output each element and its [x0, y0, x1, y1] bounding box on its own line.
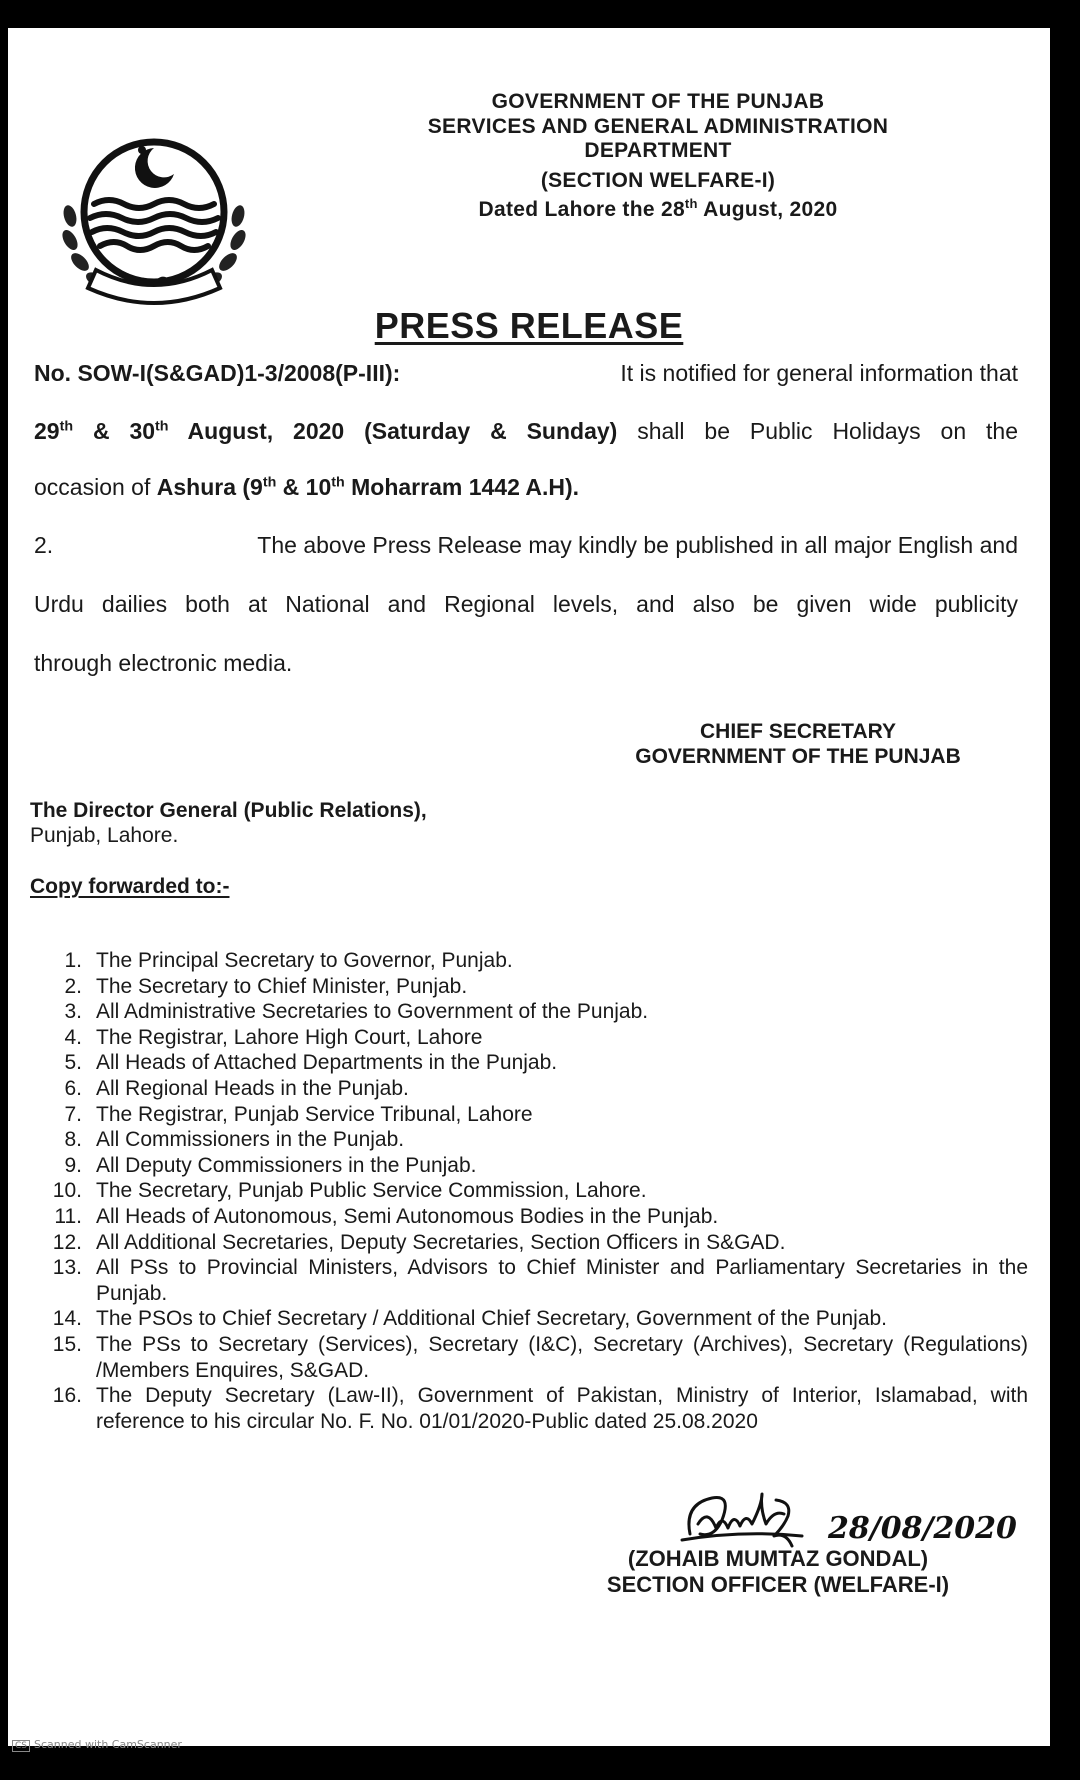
para2-line3: through electronic media.	[34, 650, 293, 676]
list-item: 2. The Secretary to Chief Minister, Punjab.	[64, 974, 468, 998]
list-item: 10. The Secretary, Punjab Public Service Commission, Lahore.	[52, 1179, 647, 1203]
header-date: Dated Lahore the 28th August, 2020	[478, 196, 838, 221]
para1-line1: No. SOW-I(S&GAD)1-3/2008(P-III): It is notified for general information that	[34, 360, 1018, 386]
page-title: PRESS RELEASE	[374, 305, 684, 346]
para2-line1: 2. The above Press Release may kindly be published in all major English and	[34, 532, 1018, 558]
list-item: 1. The Principal Secretary to Governor, Punjab.	[64, 949, 513, 972]
para1-line2: 29th & 30th August, 2020 (Saturday & Sunday) shall be Public Holidays on the	[34, 418, 1018, 444]
para1-line3: occasion of Ashura (9th & 10th Moharram 1442 A.H).	[34, 474, 580, 500]
list-item: 9. All Deputy Commissioners in the Punjab.	[64, 1153, 477, 1177]
list-item: 14. The PSOs to Chief Secretary / Additional Chief Secretary, Government of the Punjab.	[52, 1307, 888, 1331]
header-government: GOVERNMENT OF THE PUNJAB	[491, 90, 825, 113]
header-department: DEPARTMENT	[584, 139, 732, 162]
officer-name: (ZOHAIB MUMTAZ GONDAL)	[627, 1546, 929, 1571]
list-item: 13. All PSs to Provincial Ministers, Advisors to Chief Minister and Parliamentary Secretaries in the Punjab.	[52, 1256, 1028, 1305]
list-item: 15. The PSs to Secretary (Services), Secretary (I&C), Secretary (Archives), Secretary (Regulations) /Members Enquires, S&GAD.	[52, 1332, 1028, 1382]
chief-secretary-govt: GOVERNMENT OF THE PUNJAB	[635, 745, 961, 768]
list-item: 3. All Administrative Secretaries to Government of the Punjab.	[64, 1000, 649, 1024]
camscanner-icon: CS	[12, 1740, 30, 1752]
list-item: 16. The Deputy Secretary (Law-II), Government of Pakistan, Ministry of Interior, Islamabad, with reference to his circular No. F. No. 01/01/2020-Public dated 25.08.2020	[52, 1384, 1028, 1433]
copy-forwarded-heading: Copy forwarded to:-	[30, 875, 230, 898]
copy-list	[38, 948, 1028, 1434]
signature-date: 28/08/2020	[828, 1511, 1017, 1546]
header-section: (SECTION WELFARE-I)	[540, 169, 776, 192]
officer-designation: SECTION OFFICER (WELFARE-I)	[606, 1572, 950, 1597]
list-item: 7. The Registrar, Punjab Service Tribunal, Lahore	[64, 1102, 533, 1126]
list-item: 8. All Commissioners in the Punjab.	[64, 1128, 405, 1152]
chief-secretary-title: CHIEF SECRETARY	[699, 720, 896, 743]
reference-number: No. SOW-I(S&GAD)1-3/2008(P-III):	[34, 360, 401, 386]
header-department-name: SERVICES AND GENERAL ADMINISTRATION	[427, 115, 889, 138]
para2-line2: Urdu dailies both at National and Regional levels, and also be given wide publicity	[34, 591, 1018, 617]
list-item: 4. The Registrar, Lahore High Court, Lahore	[64, 1025, 483, 1049]
scan-footer: CS Scanned with CamScanner	[12, 1738, 182, 1752]
addressee-title: The Director General (Public Relations),	[30, 799, 427, 822]
addressee-location: Punjab, Lahore.	[30, 824, 179, 847]
list-item: 11. All Heads of Autonomous, Semi Autonomous Bodies in the Punjab.	[54, 1204, 719, 1228]
document-page	[8, 28, 1050, 1751]
list-item: 12. All Additional Secretaries, Deputy Secretaries, Section Officers in S&GAD.	[52, 1230, 786, 1254]
para2-number: 2.	[34, 532, 54, 558]
list-item: 6. All Regional Heads in the Punjab.	[64, 1076, 409, 1100]
government-of-punjab-emblem-icon	[56, 120, 252, 310]
list-item: 5. All Heads of Attached Departments in the Punjab.	[64, 1051, 558, 1075]
